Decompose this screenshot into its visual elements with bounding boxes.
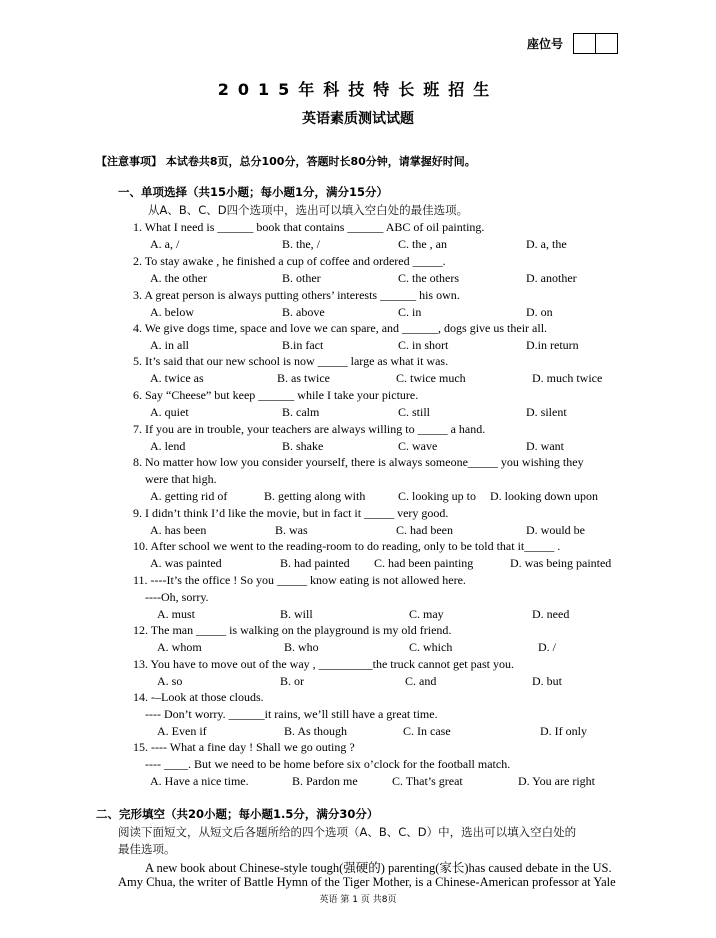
page-footer: 英语 第 1 页 共8页 bbox=[319, 895, 397, 905]
option-c: C. the others bbox=[398, 271, 459, 285]
option-d: D. If only bbox=[540, 724, 587, 738]
option-d: D. looking down upon bbox=[490, 489, 598, 503]
question-stem: 14. -–Look at those clouds. bbox=[133, 690, 264, 704]
option-a: A. getting rid of bbox=[150, 489, 228, 503]
question-stem: 13. You have to move out of the way , _________the truck cannot get past you. bbox=[133, 657, 514, 671]
section2-heading: 二、完形填空（共20小题；每小题1.5分，满分30分） bbox=[96, 807, 379, 821]
option-c: C. had been painting bbox=[374, 556, 474, 570]
option-a: A. the other bbox=[150, 271, 207, 285]
option-c: C. and bbox=[405, 674, 437, 688]
option-a: A. below bbox=[150, 305, 194, 319]
option-a: A. twice as bbox=[150, 371, 204, 385]
question-stem-continued: ---- ____. But we need to be home before six o’clock for the football match. bbox=[145, 757, 511, 771]
option-a: A. must bbox=[157, 607, 196, 621]
option-d: D.in return bbox=[526, 338, 579, 352]
option-b: B. calm bbox=[282, 405, 320, 419]
option-d: D. You are right bbox=[518, 774, 595, 788]
option-c: C. the , an bbox=[398, 237, 447, 251]
option-d: D. another bbox=[526, 271, 577, 285]
option-b: B. As though bbox=[284, 724, 348, 738]
option-c: C. had been bbox=[396, 523, 453, 537]
seat-number bbox=[527, 33, 618, 54]
option-a: A. a, / bbox=[150, 237, 180, 251]
option-a: A. quiet bbox=[150, 405, 189, 419]
option-a: A. whom bbox=[157, 640, 202, 654]
option-b: B. getting along with bbox=[264, 489, 366, 503]
option-c: C. That’s great bbox=[392, 774, 463, 788]
option-d: D. a, the bbox=[526, 237, 567, 251]
option-c: C. which bbox=[409, 640, 453, 654]
question-stem: 4. We give dogs time, space and love we can spare, and ______, dogs give us their all. bbox=[133, 321, 548, 335]
question-stem: 5. It’s said that our new school is now _____ large as what it was. bbox=[133, 354, 449, 368]
question-stem: 3. A great person is always putting others’ interests ______ his own. bbox=[133, 288, 460, 302]
option-a: A. lend bbox=[150, 439, 186, 453]
seat-box bbox=[595, 34, 617, 53]
option-d: D. much twice bbox=[532, 371, 603, 385]
question-stem-continued: ---- Don’t worry. ______it rains, we’ll still have a great time. bbox=[145, 707, 438, 721]
question-stem: 15. ---- What a fine day ! Shall we go outing ? bbox=[133, 740, 355, 754]
section2-instruction-line: 阅读下面短文，从短文后各题所给的四个选项（A、B、C、D）中，选出可以填入空白处的 bbox=[118, 825, 577, 839]
option-d: D. would be bbox=[526, 523, 585, 537]
seat-number-label: 座位号 bbox=[527, 37, 564, 51]
exam-title: 2015年科技特长班招生 bbox=[217, 80, 499, 99]
question-stem: 12. The man _____ is walking on the playground is my old friend. bbox=[133, 623, 452, 637]
option-c: C. still bbox=[398, 405, 431, 419]
option-a: A. Even if bbox=[157, 724, 207, 738]
option-c: C. In case bbox=[403, 724, 451, 738]
option-c: C. in bbox=[398, 305, 422, 319]
option-b: B. above bbox=[282, 305, 325, 319]
question-stem: 10. After school we went to the reading-room to do reading, only to be told that it_____ . bbox=[133, 539, 561, 553]
question-stem: 9. I didn’t think I’d like the movie, but in fact it _____ very good. bbox=[133, 506, 449, 520]
option-b: B. had painted bbox=[280, 556, 350, 570]
option-c: C. looking up to bbox=[398, 489, 477, 503]
passage-line: Amy Chua, the writer of Battle Hymn of the Tiger Mother, is a Chinese-American professor at Yale bbox=[118, 875, 616, 889]
notice: 【注意事项】 本试卷共8页，总分100分，答题时长80分钟，请掌握好时间。 bbox=[96, 155, 476, 168]
option-d: D. was being painted bbox=[510, 556, 612, 570]
option-d: D. silent bbox=[526, 405, 567, 419]
option-b: B. who bbox=[284, 640, 319, 654]
section1-instruction: 从A、B、C、D四个选项中，选出可以填入空白处的最佳选项。 bbox=[148, 203, 469, 217]
question-stem: 6. Say “Cheese” but keep ______ while I take your picture. bbox=[133, 388, 419, 402]
option-c: C. may bbox=[409, 607, 444, 621]
passage-line: A new book about Chinese-style tough(强硬的) parenting(家长)has caused debate in the US. bbox=[145, 861, 612, 875]
option-b: B. or bbox=[280, 674, 304, 688]
section2-instruction-line: 最佳选项。 bbox=[118, 842, 176, 856]
question-stem: 8. No matter how low you consider yourself, there is always someone_____ you wishing they bbox=[133, 455, 584, 469]
option-b: B. shake bbox=[282, 439, 324, 453]
question-stem: 1. What I need is ______ book that contains ______ ABC of oil painting. bbox=[133, 220, 485, 234]
option-b: B. will bbox=[280, 607, 313, 621]
option-b: B. other bbox=[282, 271, 321, 285]
question-stem: 7. If you are in trouble, your teachers are always willing to _____ a hand. bbox=[133, 422, 486, 436]
option-b: B.in fact bbox=[282, 338, 324, 352]
option-c: C. wave bbox=[398, 439, 438, 453]
option-d: D. need bbox=[532, 607, 570, 621]
option-b: B. as twice bbox=[277, 371, 330, 385]
option-a: A. Have a nice time. bbox=[150, 774, 249, 788]
option-c: C. twice much bbox=[396, 371, 466, 385]
option-a: A. so bbox=[157, 674, 183, 688]
option-b: B. the, / bbox=[282, 237, 320, 251]
option-b: B. Pardon me bbox=[292, 774, 358, 788]
option-d: D. / bbox=[538, 640, 556, 654]
option-a: A. was painted bbox=[150, 556, 222, 570]
option-d: D. want bbox=[526, 439, 564, 453]
option-c: C. in short bbox=[398, 338, 449, 352]
question-stem: 2. To stay awake , he finished a cup of coffee and ordered _____. bbox=[133, 254, 446, 268]
section1-heading: 一、单项选择（共15小题；每小题1分，满分15分） bbox=[118, 185, 389, 199]
option-d: D. on bbox=[526, 305, 553, 319]
question-stem: 11. ----It’s the office ! So you _____ know eating is not allowed here. bbox=[133, 573, 466, 587]
question-stem-continued: were that high. bbox=[145, 472, 217, 486]
seat-box bbox=[574, 34, 595, 53]
exam-subtitle: 英语素质测试试题 bbox=[302, 111, 414, 127]
option-d: D. but bbox=[532, 674, 562, 688]
option-b: B. was bbox=[275, 523, 308, 537]
option-a: A. has been bbox=[150, 523, 207, 537]
option-a: A. in all bbox=[150, 338, 189, 352]
question-stem-continued: ----Oh, sorry. bbox=[145, 590, 209, 604]
seat-number-boxes bbox=[573, 33, 618, 54]
